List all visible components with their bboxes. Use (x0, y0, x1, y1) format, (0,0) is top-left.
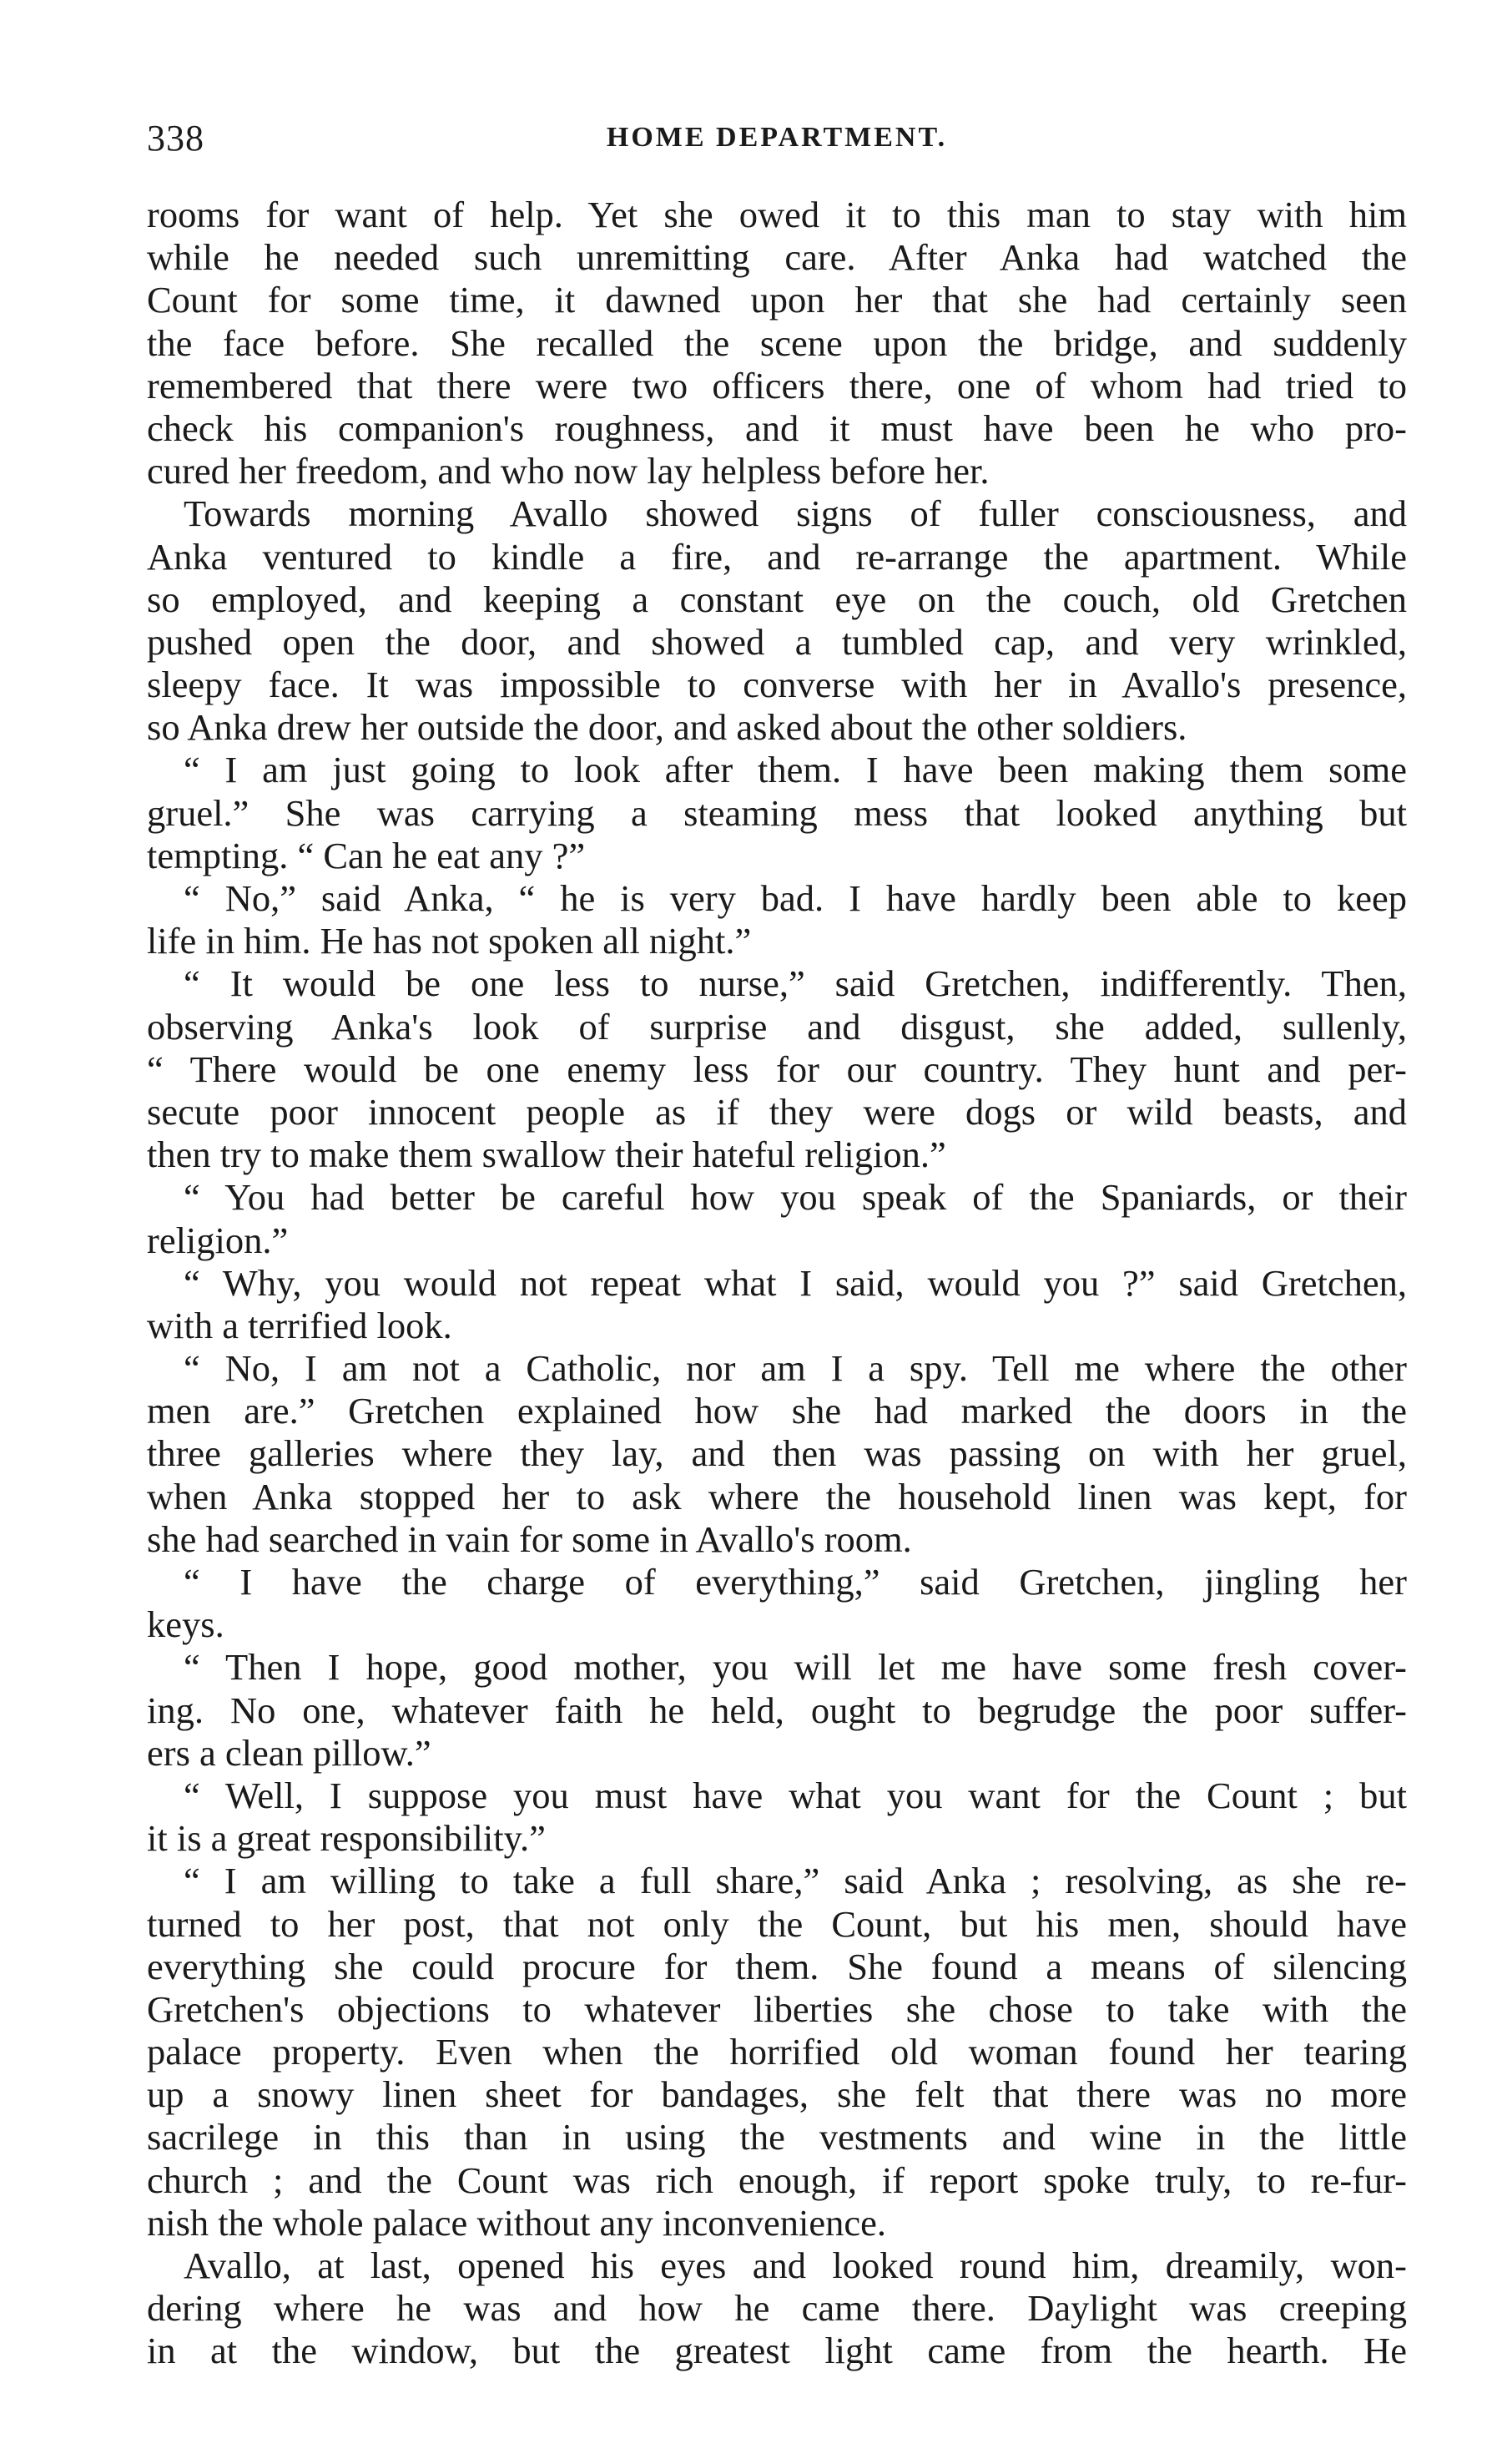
text-line: tempting. “ Can he eat any ?” (147, 834, 586, 876)
text-line: “ I am willing to take a full share,” said Anka ; resolving, as she re- (184, 1860, 1407, 1902)
text-line: “ Well, I suppose you must have what you want for the Count ; but (184, 1774, 1407, 1816)
text-line: observing Anka's look of surprise and disgust, she added, sullenly, (147, 1005, 1407, 1048)
text-line: check his companion's roughness, and it must have been he who pro- (147, 406, 1407, 449)
text-line: in at the window, but the greatest light came from the hearth. He (147, 2330, 1407, 2372)
text-line: while he needed such unremitting care. After Anka had watched the (147, 236, 1407, 279)
running-title: HOME DEPARTMENT. (606, 122, 948, 153)
text-line: so Anka drew her outside the door, and asked about the other soldiers. (147, 706, 1187, 749)
text-line: cured her freedom, and who now lay helpless before her. (147, 450, 990, 492)
text-line: turned to her post, that not only the Count, but his men, should have (147, 1902, 1407, 1945)
text-line: “ I have the charge of everything,” said Gretchen, jingling her (184, 1561, 1407, 1603)
page-number: 338 (147, 118, 204, 159)
text-line: “ There would be one enemy less for our country. They hunt and per- (147, 1048, 1407, 1090)
text-line: three galleries where they lay, and then was passing on with her gruel, (147, 1432, 1407, 1475)
text-line: so employed, and keeping a constant eye on the couch, old Gretchen (147, 578, 1407, 620)
text-line: sleepy face. It was impossible to converse with her in Avallo's presence, (147, 664, 1407, 706)
text-line: Avallo, at last, opened his eyes and looked round him, dreamily, won- (184, 2244, 1407, 2286)
page-header (147, 117, 1407, 167)
text-line: religion.” (147, 1219, 289, 1261)
text-line: “ No,” said Anka, “ he is very bad. I have hardly been able to keep (184, 877, 1407, 919)
text-line: the face before. She recalled the scene upon the bridge, and suddenly (147, 321, 1407, 364)
text-line: secute poor innocent people as if they were dogs or wild beasts, and (147, 1090, 1407, 1133)
text-line: dering where he was and how he came there. Daylight was creeping (147, 2287, 1407, 2330)
body-text (147, 194, 1407, 2373)
text-line: everything she could procure for them. She found a means of silencing (147, 1945, 1407, 1987)
text-line: “ Then I hope, good mother, you will let me have some fresh cover- (184, 1646, 1407, 1689)
text-line: “ No, I am not a Catholic, nor am I a spy. Tell me where the other (184, 1347, 1407, 1390)
text-line: gruel.” She was carrying a steaming mess that looked anything but (147, 791, 1407, 834)
text-line: ers a clean pillow.” (147, 1731, 431, 1774)
text-line: she had searched in vain for some in Avallo's room. (147, 1517, 912, 1560)
text-line: keys. (147, 1603, 224, 1646)
text-line: “ You had better be careful how you speak of the Spaniards, or their (184, 1176, 1407, 1219)
text-line: then try to make them swallow their hateful religion.” (147, 1134, 946, 1176)
text-line: “ It would be one less to nurse,” said Gretchen, indifferently. Then, (184, 962, 1407, 1005)
text-line: remembered that there were two officers there, one of whom had tried to (147, 364, 1407, 406)
text-line: Count for some time, it dawned upon her that she had certainly seen (147, 279, 1407, 321)
text-line: Anka ventured to kindle a fire, and re-arrange the apartment. While (147, 535, 1407, 578)
text-line: “ Why, you would not repeat what I said, would you ?” said Gretchen, (184, 1261, 1407, 1304)
text-line: life in him. He has not spoken all night.” (147, 920, 752, 962)
text-line: rooms for want of help. Yet she owed it to this man to stay with him (147, 194, 1407, 235)
text-line: pushed open the door, and showed a tumbled cap, and very wrinkled, (147, 620, 1407, 663)
text-line: “ I am just going to look after them. I have been making them some (184, 749, 1407, 791)
text-line: ing. No one, whatever faith he held, ought to begrudge the poor suffer- (147, 1689, 1407, 1731)
text-line: when Anka stopped her to ask where the household linen was kept, for (147, 1475, 1407, 1517)
text-line: church ; and the Count was rich enough, if report spoke truly, to re-fur- (147, 2159, 1407, 2201)
text-line: palace property. Even when the horrified old woman found her tearing (147, 2031, 1407, 2073)
text-line: with a terrified look. (147, 1304, 452, 1346)
text-line: Gretchen's objections to whatever liberties she chose to take with the (147, 1987, 1407, 2030)
text-line: sacrilege in this than in using the vestments and wine in the little (147, 2116, 1407, 2159)
text-line: nish the whole palace without any inconvenience. (147, 2201, 887, 2244)
text-line: Towards morning Avallo showed signs of fuller consciousness, and (184, 492, 1407, 535)
text-line: it is a great responsibility.” (147, 1817, 546, 1860)
text-line: up a snowy linen sheet for bandages, she felt that there was no more (147, 2073, 1407, 2116)
text-line: men are.” Gretchen explained how she had marked the doors in the (147, 1390, 1407, 1432)
